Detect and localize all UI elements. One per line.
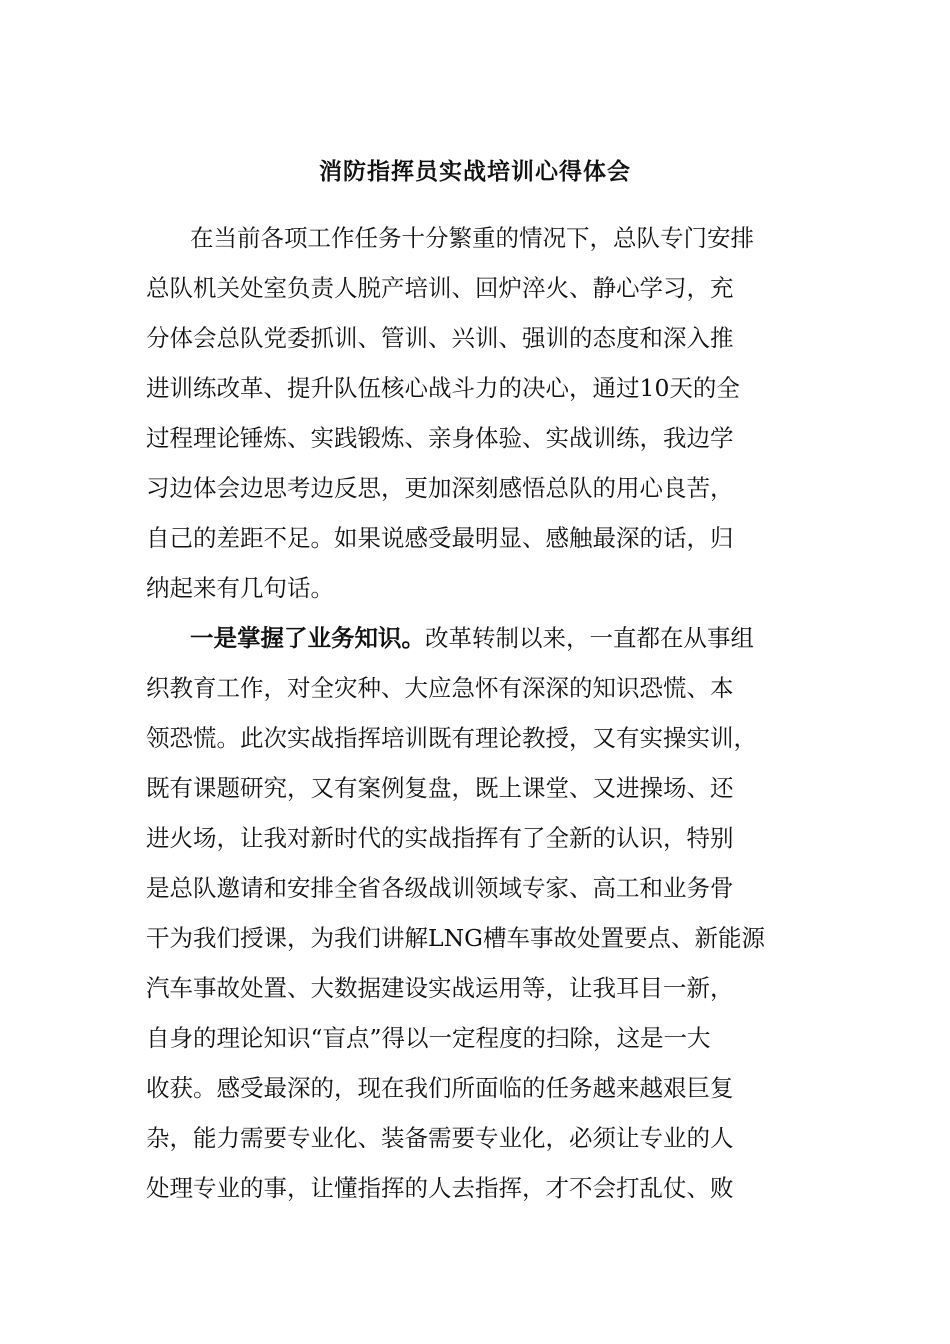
paragraph-2-line-7: 干为我们授课，为我们讲解LNG槽车事故处置要点、新能源: [146, 924, 765, 952]
paragraph-1-line-7: 自己的差距不足。如果说感受最明显、感触最深的话，归: [146, 524, 734, 552]
paragraph-2-line-11: 杂，能力需要专业化、装备需要专业化，必须让专业的人: [146, 1124, 734, 1152]
paragraph-1-line-1: 在当前各项工作任务十分繁重的情况下，总队专门安排: [190, 224, 754, 252]
paragraph-1-line-6: 习边体会边思考边反思，更加深刻感悟总队的用心良苦，: [146, 474, 734, 502]
paragraph-1-line-5: 过程理论锤炼、实践锻炼、亲身体验、实战训练，我边学: [146, 424, 734, 452]
paragraph-2-line-6: 是总队邀请和安排全省各级战训领域专家、高工和业务骨: [146, 874, 734, 902]
document-title: 消防指挥员实战培训心得体会: [319, 158, 631, 185]
paragraph-1-line-2: 总队机关处室负责人脱产培训、回炉淬火、静心学习，充: [146, 274, 734, 302]
paragraph-2-line-10: 收获。感受最深的，现在我们所面临的任务越来越艰巨复: [146, 1074, 734, 1102]
paragraph-1-line-4: 进训练改革、提升队伍核心战斗力的决心，通过10天的全: [146, 374, 740, 402]
paragraph-2-line-2: 织教育工作，对全灾种、大应急怀有深深的知识恐慌、本: [146, 674, 734, 702]
section-heading: 一是掌握了业务知识。: [190, 624, 425, 652]
paragraph-2-line-8: 汽车事故处置、大数据建设实战运用等，让我耳目一新，: [146, 974, 734, 1002]
paragraph-2-line-5: 进火场，让我对新时代的实战指挥有了全新的认识，特别: [146, 824, 734, 852]
paragraph-2-line-4: 既有课题研究，又有案例复盘，既上课堂、又进操场、还: [146, 774, 734, 802]
paragraph-1-line-3: 分体会总队党委抓训、管训、兴训、强训的态度和深入推: [146, 324, 734, 352]
paragraph-2-line-12: 处理专业的事，让懂指挥的人去指挥，才不会打乱仗、败: [146, 1174, 734, 1202]
paragraph-2-line-1: [190, 622, 862, 654]
paragraph-2-line-3: 领恐慌。此次实战指挥培训既有理论教授，又有实操实训，: [146, 724, 757, 752]
paragraph-2-line-9: 自身的理论知识“盲点”得以一定程度的扫除，这是一大: [146, 1024, 711, 1052]
paragraph-1-line-8: 纳起来有几句话。: [146, 574, 334, 602]
paragraph-2-line-1-text: 改革转制以来，一直都在从事组: [425, 624, 754, 652]
